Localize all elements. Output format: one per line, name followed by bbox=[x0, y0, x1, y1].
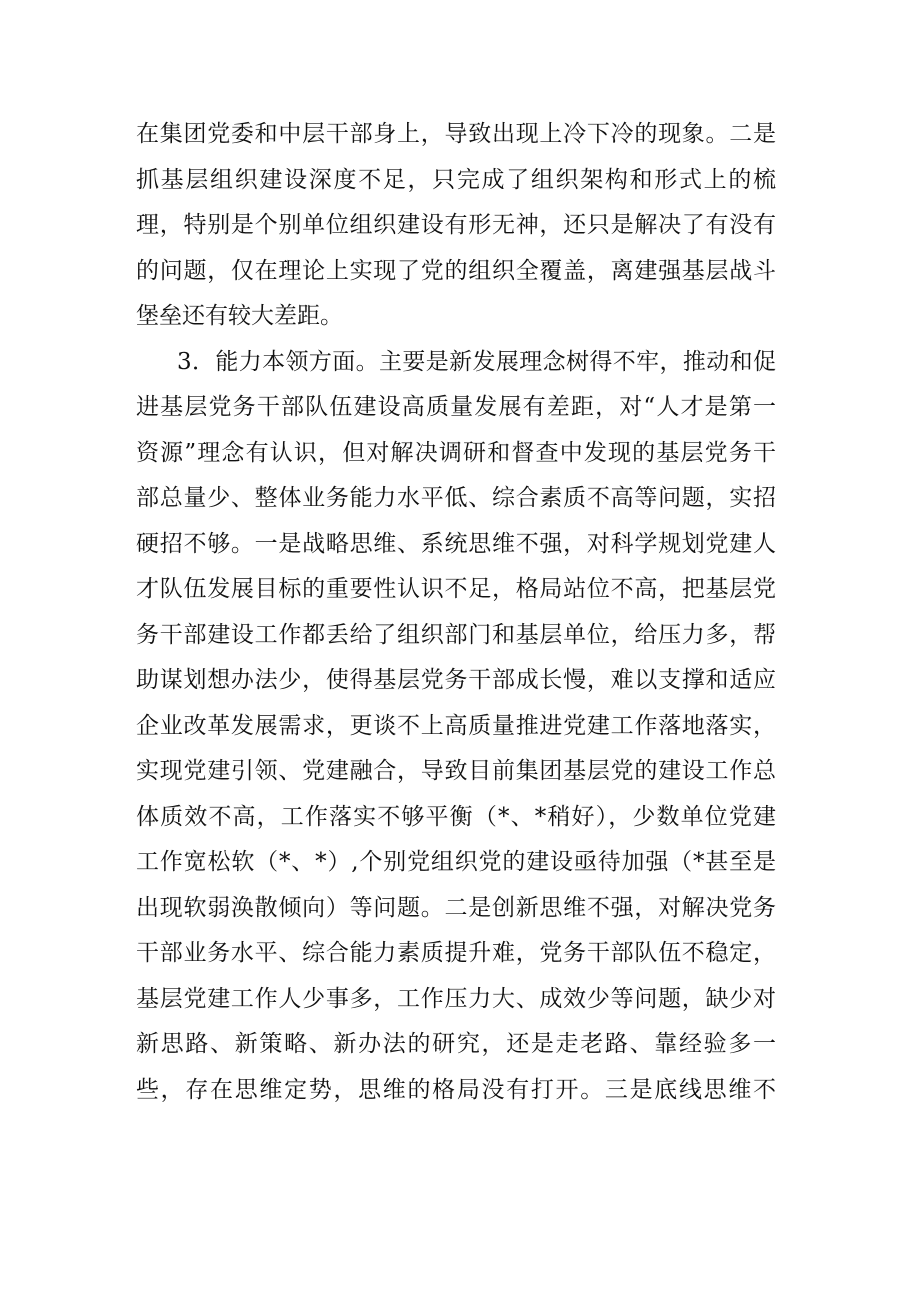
text-line: 助谋划想办法少，使得基层党务干部成长慢，难以支撑和适应 bbox=[136, 667, 776, 693]
text-line: 务干部建设工作都丢给了组织部门和基层单位，给压力多，帮 bbox=[136, 621, 776, 648]
text-line: 基层党建工作人少事多，工作压力大、成效少等问题，缺少对 bbox=[136, 985, 776, 1012]
text-line: 资源”理念有认识，但对解决调研和督查中发现的基层党务干 bbox=[136, 439, 776, 466]
text-line: 实现党建引领、党建融合，导致目前集团基层党的建设工作总 bbox=[136, 758, 776, 784]
document-body bbox=[136, 112, 776, 1113]
text-line: 新思路、新策略、新办法的研究，还是走老路、靠经验多一 bbox=[136, 1031, 776, 1057]
text-line: 抓基层组织建设深度不足，只完成了组织架构和形式上的梳 bbox=[136, 166, 776, 193]
text-line: 体质效不高，工作落实不够平衡（*、*稍好），少数单位党建 bbox=[136, 803, 776, 830]
text-line: 理，特别是个别单位组织建设有形无神，还只是解决了有没有 bbox=[136, 212, 776, 238]
text-line: 进基层党务干部队伍建设高质量发展有差距，对“人才是第一 bbox=[136, 394, 776, 420]
text-line: 出现软弱涣散倾向）等问题。二是创新思维不强，对解决党务 bbox=[136, 894, 776, 921]
text-line: 在集团党委和中层干部身上，导致出现上冷下冷的现象。二是 bbox=[136, 121, 776, 147]
text-line: 些，存在思维定势，思维的格局没有打开。三是底线思维不 bbox=[136, 1076, 776, 1103]
text-line: 堡垒还有较大差距。 bbox=[136, 303, 343, 329]
text-line: 的问题，仅在理论上实现了党的组织全覆盖，离建强基层战斗 bbox=[136, 257, 776, 284]
text-line: 干部业务水平、综合能力素质提升难，党务干部队伍不稳定， bbox=[136, 940, 776, 966]
text-line: 部总量少、整体业务能力水平低、综合素质不高等问题，实招 bbox=[136, 485, 776, 511]
text-line: 才队伍发展目标的重要性认识不足，格局站位不高，把基层党 bbox=[136, 576, 776, 602]
text-line: 工作宽松软（*、*）,个别党组织党的建设亟待加强（*甚至是 bbox=[136, 849, 776, 875]
text-line: 硬招不够。一是战略思维、系统思维不强，对科学规划党建人 bbox=[136, 530, 776, 557]
text-line: 企业改革发展需求，更谈不上高质量推进党建工作落地落实， bbox=[136, 712, 776, 739]
section-heading-line: 3．能力本领方面。主要是新发展理念树得不牢，推动和促 bbox=[177, 348, 776, 375]
